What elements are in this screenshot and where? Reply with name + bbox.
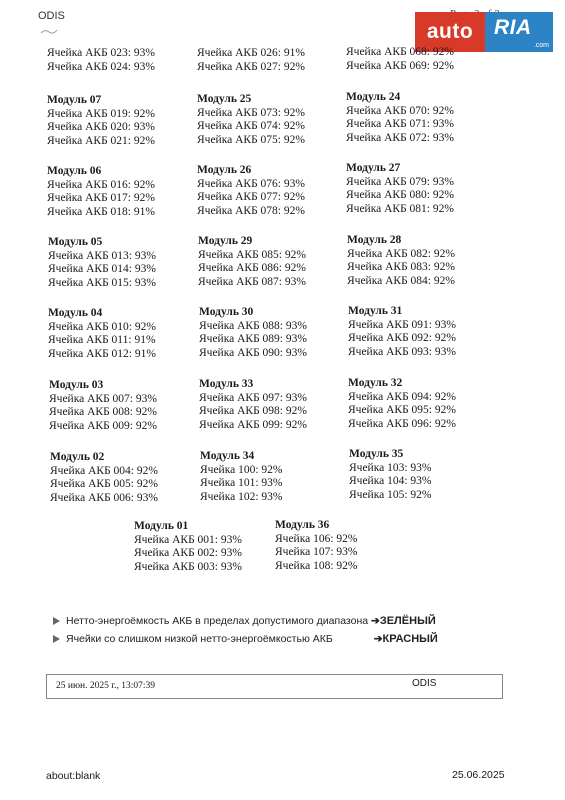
cell-value: Ячейка АКБ 007: 93%: [49, 392, 157, 405]
footer-timestamp: 25 июн. 2025 г., 13:07:39: [56, 681, 155, 691]
module-title: Модуль 34: [200, 450, 255, 462]
module-title: Модуль 32: [348, 377, 403, 389]
cell-value: Ячейка 100: 92%: [200, 463, 283, 476]
cell-value: Ячейка АКБ 094: 92%: [348, 390, 456, 403]
cell-value: Ячейка АКБ 027: 92%: [197, 60, 305, 73]
browser-url: about:blank: [46, 770, 101, 782]
cell-value: Ячейка АКБ 074: 92%: [197, 120, 305, 132]
cell-value: Ячейка АКБ 012: 91%: [48, 347, 156, 360]
cell-value: Ячейка АКБ 017: 92%: [47, 192, 155, 204]
module-title: Модуль 06: [47, 165, 102, 177]
module-title: Модуль 30: [199, 306, 254, 318]
cell-value: Ячейка АКБ 001: 93%: [134, 533, 242, 546]
module-title: Модуль 27: [346, 162, 401, 174]
cell-value: Ячейка АКБ 097: 93%: [199, 391, 307, 404]
cell-value: Ячейка АКБ 072: 93%: [346, 131, 454, 144]
module-block: [49, 379, 157, 433]
legend-row: [53, 615, 436, 627]
cell-value: Ячейка 108: 92%: [275, 559, 358, 572]
legend-text: Ячейки со слишком низкой нетто-энергоёмкостью АКБ: [66, 633, 333, 645]
cell-value: Ячейка АКБ 076: 93%: [197, 177, 305, 190]
module-title: Модуль 04: [48, 307, 103, 319]
module-block: [48, 307, 156, 361]
module-block: [348, 305, 456, 359]
logo-ria-part: [485, 12, 553, 52]
module-block: [47, 94, 155, 148]
cell-value: Ячейка АКБ 099: 92%: [199, 418, 307, 431]
module-title: Модуль 24: [346, 91, 401, 103]
cell-value: Ячейка АКБ 011: 91%: [48, 334, 156, 346]
cell-value: Ячейка АКБ 071: 93%: [346, 118, 454, 130]
cell-value: Ячейка АКБ 093: 93%: [348, 345, 456, 358]
module-title: Модуль 33: [199, 378, 254, 390]
cell-value: Ячейка АКБ 006: 93%: [50, 491, 158, 504]
module-block: [346, 162, 454, 216]
cell-value: Ячейка АКБ 023: 93%: [47, 47, 155, 59]
logo-ria-text: RIA: [494, 16, 532, 39]
module-block: [275, 519, 358, 573]
module-block: [47, 165, 155, 219]
module-block: [346, 46, 454, 73]
cell-value: Ячейка АКБ 095: 92%: [348, 404, 456, 416]
cell-value: Ячейка АКБ 026: 91%: [197, 47, 305, 59]
cell-value: Ячейка АКБ 021: 92%: [47, 134, 155, 147]
module-block: [347, 234, 455, 288]
module-title: Модуль 25: [197, 93, 252, 105]
cell-value: Ячейка АКБ 015: 93%: [48, 276, 156, 289]
logo-domain: .com: [533, 42, 549, 49]
cell-value: Ячейка АКБ 020: 93%: [47, 121, 155, 133]
cell-value: Ячейка АКБ 069: 92%: [346, 59, 454, 72]
cell-value: Ячейка АКБ 084: 92%: [347, 274, 455, 287]
module-title: Модуль 31: [348, 305, 403, 317]
cell-value: Ячейка 104: 93%: [349, 475, 432, 487]
module-block: [197, 164, 305, 218]
cell-value: Ячейка 102: 93%: [200, 490, 283, 503]
cell-value: Ячейка АКБ 002: 93%: [134, 547, 242, 559]
module-title: Модуль 01: [134, 520, 189, 532]
module-block: [50, 451, 158, 505]
module-block: [200, 450, 283, 504]
cell-value: Ячейка АКБ 070: 92%: [346, 104, 454, 117]
cell-value: Ячейка АКБ 009: 92%: [49, 419, 157, 432]
cell-value: Ячейка АКБ 098: 92%: [199, 405, 307, 417]
module-block: [48, 236, 156, 290]
cell-value: Ячейка АКБ 077: 92%: [197, 191, 305, 203]
pen-mark: [40, 27, 58, 35]
cell-value: Ячейка АКБ 073: 92%: [197, 106, 305, 119]
legend-result: КРАСНЫЙ: [382, 633, 438, 645]
module-title: Модуль 05: [48, 236, 103, 248]
module-block: [134, 520, 242, 574]
cell-value: Ячейка 106: 92%: [275, 532, 358, 545]
cell-value: Ячейка АКБ 091: 93%: [348, 318, 456, 331]
cell-value: Ячейка АКБ 014: 93%: [48, 263, 156, 275]
module-block: [199, 378, 307, 432]
module-block: [199, 306, 307, 360]
cell-value: Ячейка АКБ 068: 92%: [346, 46, 454, 58]
cell-value: Ячейка АКБ 019: 92%: [47, 107, 155, 120]
cell-value: Ячейка АКБ 086: 92%: [198, 262, 306, 274]
cell-value: Ячейка АКБ 004: 92%: [50, 464, 158, 477]
logo-auto-part: auto: [415, 12, 485, 52]
cell-value: Ячейка АКБ 092: 92%: [348, 332, 456, 344]
cell-value: Ячейка АКБ 096: 92%: [348, 417, 456, 430]
module-block: [197, 93, 305, 147]
cell-value: Ячейка АКБ 081: 92%: [346, 202, 454, 215]
module-block: [349, 448, 432, 502]
module-title: Модуль 03: [49, 379, 104, 391]
cell-value: Ячейка 107: 93%: [275, 546, 358, 558]
cell-value: Ячейка 103: 93%: [349, 461, 432, 474]
module-title: Модуль 28: [347, 234, 402, 246]
cell-value: Ячейка АКБ 018: 91%: [47, 205, 155, 218]
cell-value: Ячейка АКБ 075: 92%: [197, 133, 305, 146]
cell-value: Ячейка АКБ 085: 92%: [198, 248, 306, 261]
cell-value: Ячейка АКБ 010: 92%: [48, 320, 156, 333]
cell-value: Ячейка АКБ 024: 93%: [47, 60, 155, 73]
module-title: Модуль 36: [275, 519, 330, 531]
module-block: [197, 47, 305, 74]
header-app-name: ODIS: [38, 10, 65, 22]
module-block: [47, 47, 155, 74]
module-title: Модуль 26: [197, 164, 252, 176]
legend-result: ЗЕЛЁНЫЙ: [379, 615, 436, 627]
cell-value: Ячейка АКБ 008: 92%: [49, 406, 157, 418]
cell-value: Ячейка 101: 93%: [200, 477, 283, 489]
cell-value: Ячейка АКБ 087: 93%: [198, 275, 306, 288]
triangle-bullet-icon: [53, 617, 60, 625]
cell-value: Ячейка АКБ 080: 92%: [346, 189, 454, 201]
cell-value: Ячейка АКБ 082: 92%: [347, 247, 455, 260]
module-title: Модуль 29: [198, 235, 253, 247]
cell-value: Ячейка АКБ 083: 92%: [347, 261, 455, 273]
module-title: Модуль 02: [50, 451, 105, 463]
footer-app-name: ODIS: [412, 678, 437, 689]
print-date: 25.06.2025: [452, 769, 505, 781]
cell-value: Ячейка АКБ 089: 93%: [199, 333, 307, 345]
legend-row: [53, 633, 438, 645]
cell-value: Ячейка АКБ 079: 93%: [346, 175, 454, 188]
module-block: [198, 235, 306, 289]
legend-text: Нетто-энергоёмкость АКБ в пределах допустимого диапазона: [66, 615, 369, 627]
cell-value: Ячейка АКБ 090: 93%: [199, 346, 307, 359]
cell-value: Ячейка АКБ 005: 92%: [50, 478, 158, 490]
cell-value: Ячейка АКБ 003: 93%: [134, 560, 242, 573]
arrow-right-icon: ➔: [373, 633, 383, 645]
cell-value: Ячейка АКБ 078: 92%: [197, 204, 305, 217]
module-title: Модуль 35: [349, 448, 404, 460]
cell-value: Ячейка АКБ 016: 92%: [47, 178, 155, 191]
module-block: [346, 91, 454, 145]
cell-value: Ячейка АКБ 088: 93%: [199, 319, 307, 332]
triangle-bullet-icon: [53, 635, 60, 643]
module-block: [348, 377, 456, 431]
cell-value: Ячейка 105: 92%: [349, 488, 432, 501]
arrow-right-icon: ➔: [371, 615, 380, 627]
cell-value: Ячейка АКБ 013: 93%: [48, 249, 156, 262]
module-title: Модуль 07: [47, 94, 102, 106]
